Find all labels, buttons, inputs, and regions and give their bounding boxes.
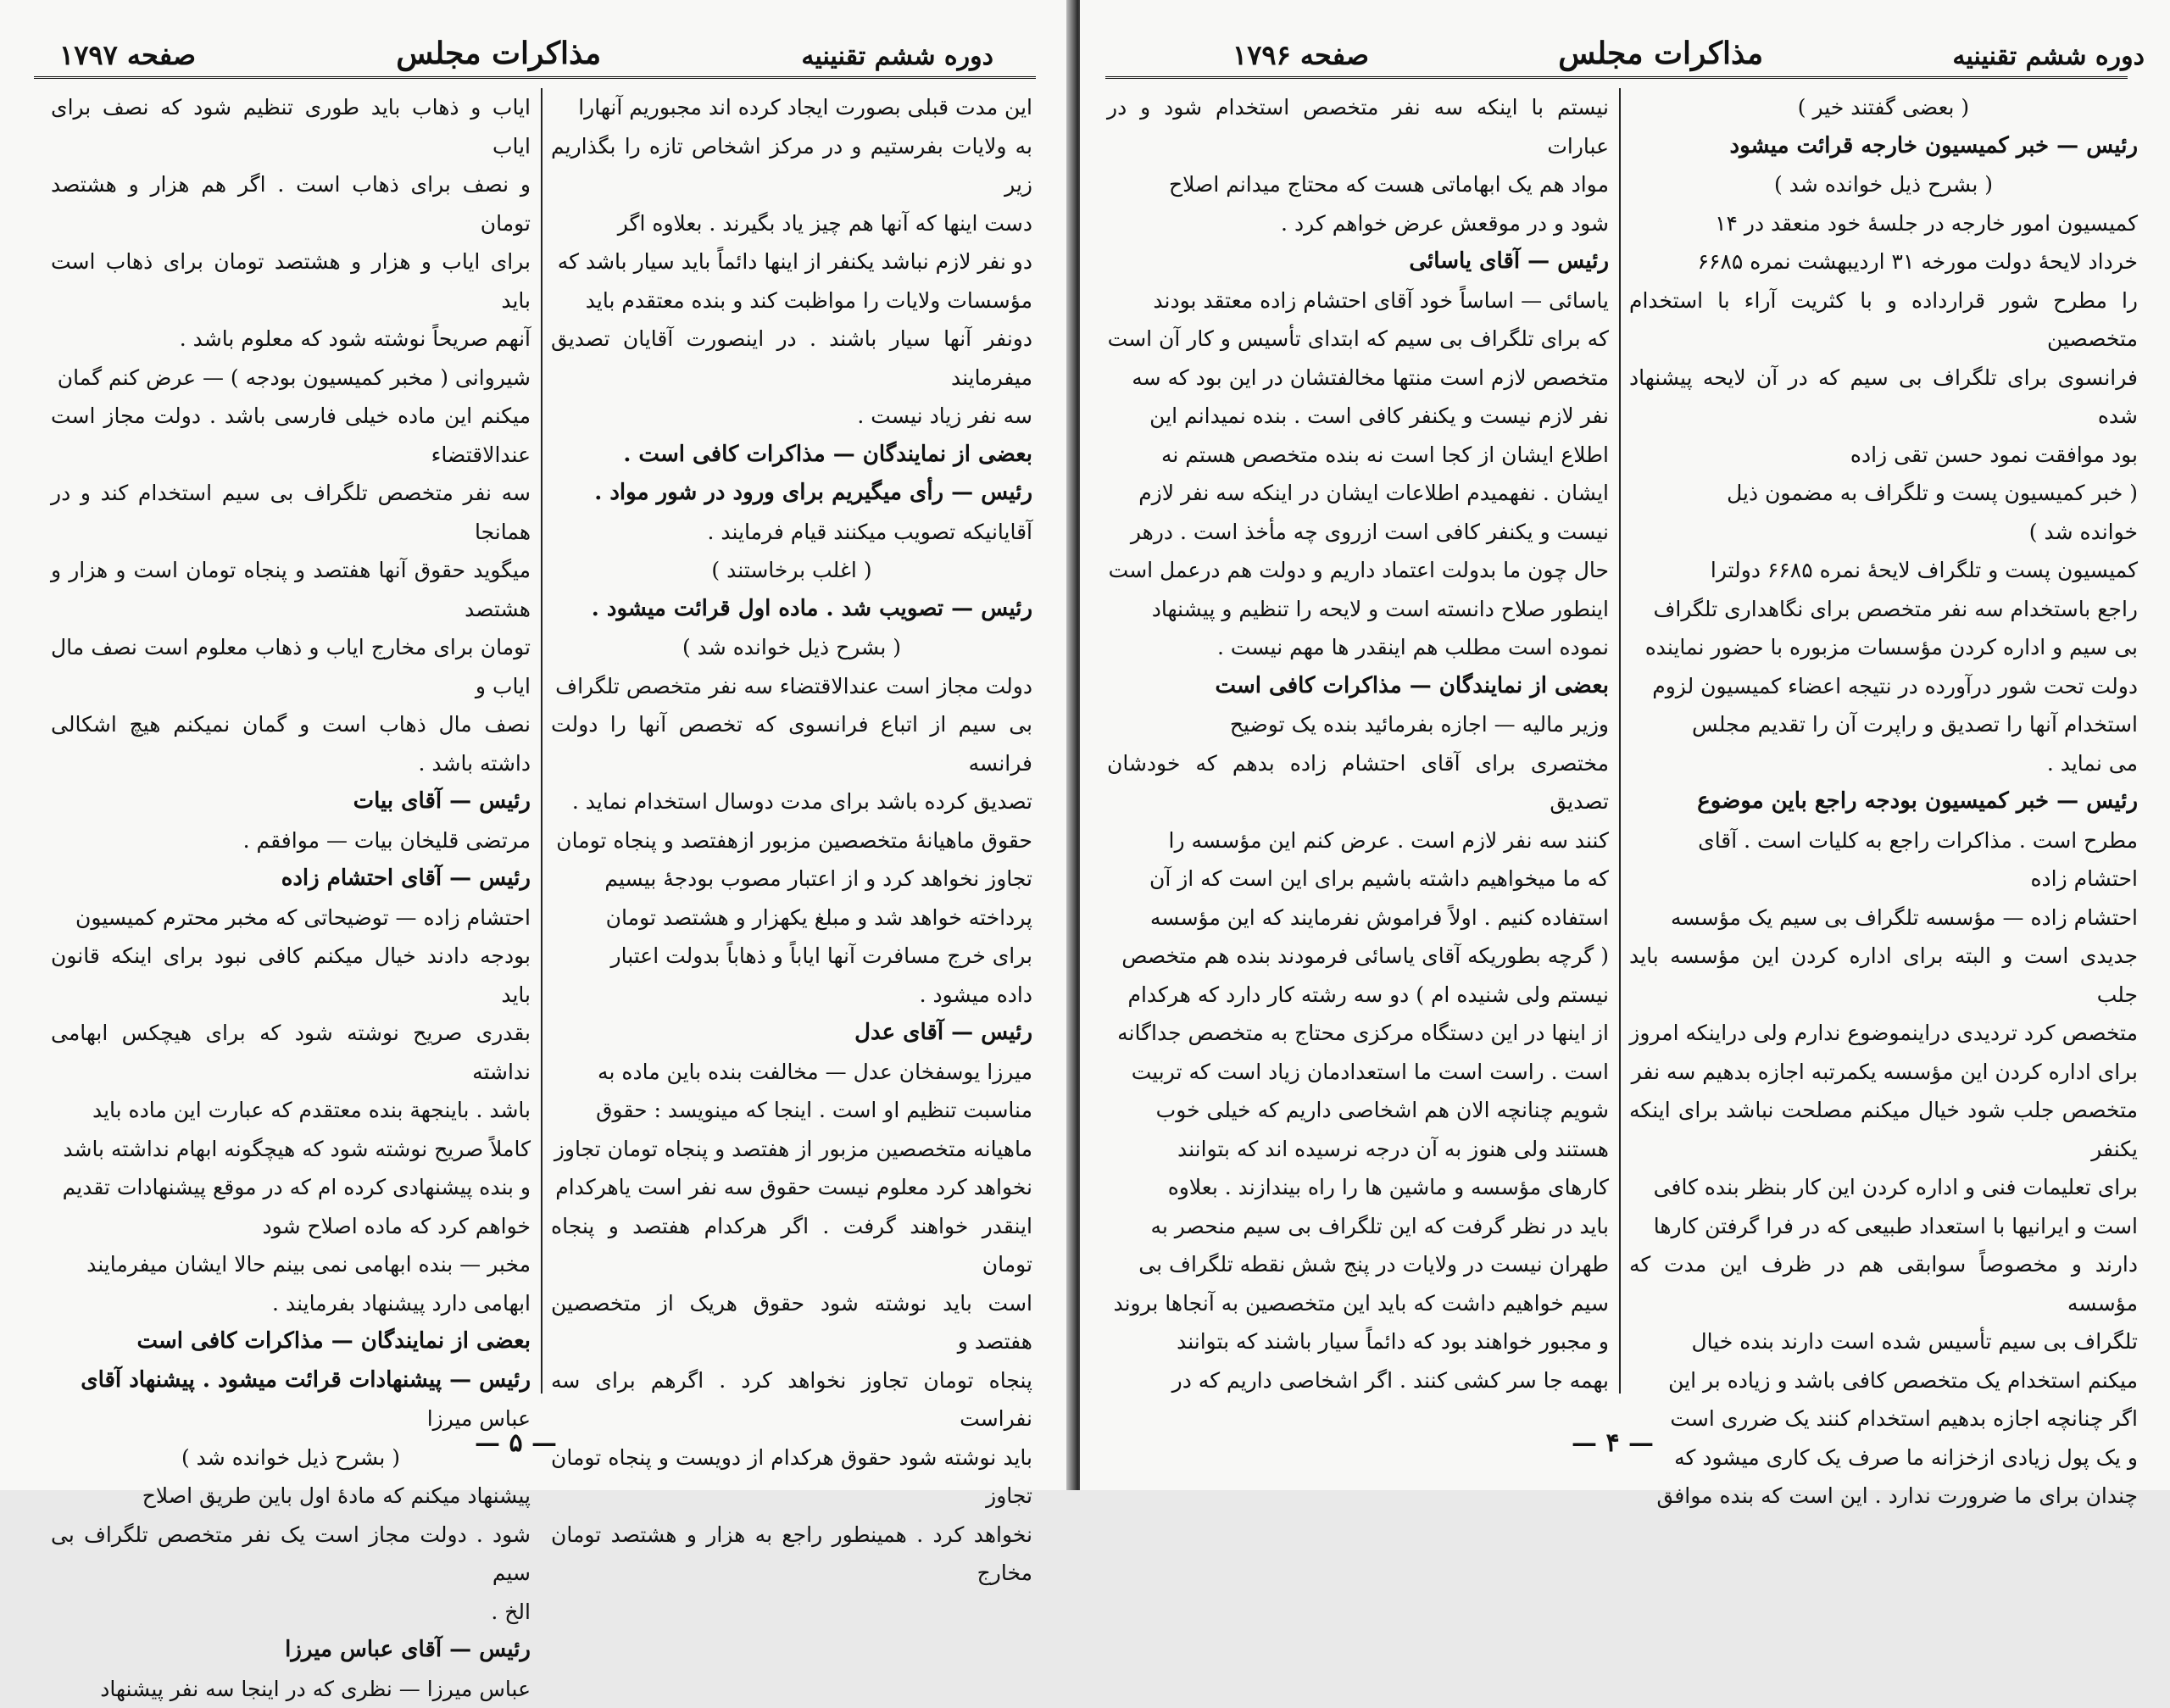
text-line: عباس میرزا — نظری که در اینجا سه نفر پیشنهاد xyxy=(51,1670,531,1708)
text-line: الخ . xyxy=(51,1593,531,1632)
text-line: برای خرج مسافرت آنها ایاباً و ذهاباً بدولت اعتبار xyxy=(551,937,1032,976)
text-line: کمیسیون پست و تلگراف لایحهٔ نمره ۶۶۸۵ دولترا xyxy=(1629,551,2138,590)
text-line: ( خبر کمیسیون پست و تلگراف به مضمون ذیل xyxy=(1629,474,2138,513)
text-line: دولت مجاز است عندالاقتضاء سه نفر متخصص تلگراف xyxy=(551,667,1032,706)
right-running-head xyxy=(1080,17,2170,71)
left-page-number: صفحه ۱۷۹۷ xyxy=(59,39,196,71)
text-line: متخصص جلب شود خیال میکنم مصلحت نباشد برای اینکه یکنفر xyxy=(1629,1091,2138,1168)
text-line: رئیس — آقای احتشام زاده xyxy=(51,860,531,899)
text-line: اگر چنانچه اجازه بدهیم استخدام کنند یک ضرری است xyxy=(1629,1399,2138,1438)
text-line: حال چون ما بدولت اعتماد داریم و دولت هم درعمل است xyxy=(1107,551,1609,590)
text-line: خواهم کرد که ماده اصلاح شود xyxy=(51,1207,531,1246)
text-line: ( بشرح ذیل خوانده شد ) xyxy=(1629,165,2138,204)
left-running-head xyxy=(0,17,1070,71)
text-line: شیروانی ( مخبر کمیسیون بودجه ) — عرض کنم گمان xyxy=(51,359,531,398)
text-line: داده میشود . xyxy=(551,976,1032,1015)
text-line: نیست و یکنفر کافی است ازروی چه مأخذ است . درهر xyxy=(1107,513,1609,552)
text-line: و نصف برای ذهاب است . اگر هم هزار و هشتصد تومان xyxy=(51,165,531,242)
left-column-1 xyxy=(551,88,1032,1394)
text-line: ( بشرح ذیل خوانده شد ) xyxy=(51,1438,531,1477)
right-page-title: مذاکرات مجلس xyxy=(1558,36,1763,71)
text-line: تلگراف بی سیم تأسیس شده است دارند بنده خیال xyxy=(1629,1322,2138,1361)
text-line: مرتضی قلیخان بیات — موافقم . xyxy=(51,821,531,860)
text-line: که ما میخواهیم داشته باشیم برای این است که از آن xyxy=(1107,860,1609,899)
text-line: مطرح است . مذاکرات راجع به کلیات است . آقای xyxy=(1629,821,2138,860)
text-line: ( اغلب برخاستند ) xyxy=(551,551,1032,590)
text-line: دو نفر لازم نباشد یکنفر از اینها دائماً باید سیار باشد که xyxy=(551,242,1032,281)
text-line: ابهامی دارد پیشنهاد بفرمایند . xyxy=(51,1284,531,1323)
text-line: باید نوشته شود حقوق هرکدام از دویست و پنجاه تومان تجاوز xyxy=(551,1438,1032,1516)
text-line: عباس میرزا xyxy=(51,1399,531,1438)
text-line: میرزا یوسفخان عدل — مخالفت بنده باین ماده به xyxy=(551,1053,1032,1092)
text-line: بعضی از نمایندگان — مذاکرات کافی است xyxy=(1107,667,1609,706)
text-line: بعضی از نمایندگان — مذاکرات کافی است xyxy=(51,1322,531,1361)
text-line: میکنم استخدام یک متخصص کافی باشد و زیاده بر این xyxy=(1629,1361,2138,1400)
text-line: است و ایرانیها با استعداد طبیعی که در فرا گرفتن کارها xyxy=(1629,1207,2138,1246)
text-line: رئیس — آقای یاسائی xyxy=(1107,242,1609,281)
text-line: ایاب و ذهاب باید طوری تنظیم شود که نصف برای ایاب xyxy=(51,88,531,165)
text-line: بهمه جا سر کشی کنند . اگر اشخاصی داریم که در xyxy=(1107,1361,1609,1400)
left-page-title: مذاکرات مجلس xyxy=(396,36,601,71)
text-line: بودجه دادند خیال میکنم کافی نبود برای اینکه قانون باید xyxy=(51,937,531,1014)
text-line: راجع باستخدام سه نفر متخصص برای نگاهداری تلگراف xyxy=(1629,590,2138,629)
text-line: مناسبت تنظیم او است . اینجا که مینویسد : حقوق xyxy=(551,1091,1032,1130)
right-series-label: دوره ششم تقنینیه xyxy=(1952,42,2145,71)
text-line: استفاده کنیم . اولاً فراموش نفرمایند که این مؤسسه xyxy=(1107,899,1609,937)
left-column-divider xyxy=(541,88,542,1394)
text-line: نیستم با اینکه سه نفر متخصص استخدام شود و در عبارات xyxy=(1107,88,1609,165)
text-line: میگوید حقوق آنها هفتصد و پنجاه تومان است و هزار و هشتصد xyxy=(51,551,531,628)
text-line: باید در نظر گرفت که این تلگراف بی سیم منحصر به xyxy=(1107,1207,1609,1246)
text-line: بود موافقت نمود حسن تقی زاده xyxy=(1629,436,2138,475)
text-line: شود . دولت مجاز است یک نفر متخصص تلگراف بی سیم xyxy=(51,1516,531,1593)
text-line: خرداد لایحهٔ دولت مورخه ۳۱ اردیبهشت نمره ۶۶۸۵ xyxy=(1629,242,2138,281)
text-line: سیم خواهیم داشت که باید این متخصصین به آنجاها بروند xyxy=(1107,1284,1609,1323)
left-column-2 xyxy=(51,88,531,1394)
text-line: خوانده شد ) xyxy=(1629,513,2138,552)
text-line: نیستم ولی شنیده ام ) دو سه رشته کار دارد که هرکدام xyxy=(1107,976,1609,1015)
text-line: احتشام زاده — مؤسسه تلگراف بی سیم یک مؤسسه xyxy=(1629,899,2138,937)
text-line: بعضی از نمایندگان — مذاکرات کافی است . xyxy=(551,436,1032,475)
text-line: متخصص کرد تردیدی دراینموضوع ندارم ولی دراینکه امروز xyxy=(1629,1014,2138,1053)
text-line: طهران نیست در ولایات در پنج شش نقطه تلگراف بی xyxy=(1107,1245,1609,1284)
text-line: رئیس — خبر کمیسیون بودجه راجع باین موضوع xyxy=(1629,782,2138,821)
text-line: رئیس — آقای عدل xyxy=(551,1014,1032,1053)
text-line: نخواهد کرد معلوم نیست حقوق سه نفر است یاهرکدام xyxy=(551,1168,1032,1207)
left-page xyxy=(0,0,1070,1490)
text-line: رئیس — خبر کمیسیون خارجه قرائت میشود xyxy=(1629,127,2138,166)
text-line: را مطرح شور قرارداده و با کثریت آراء با استخدام متخصصین xyxy=(1629,281,2138,359)
text-line: سه نفر زیاد نیست . xyxy=(551,397,1032,436)
text-line: بی سیم از اتباع فرانسوی که تخصص آنها را دولت فرانسه xyxy=(551,705,1032,782)
text-line: پرداخته خواهد شد و مبلغ یکهزار و هشتصد تومان xyxy=(551,899,1032,937)
text-line: ( بعضی گفتند خیر ) xyxy=(1629,88,2138,127)
text-line: و بنده پیشنهادی کرده ام که در موقع پیشنهادات تقدیم xyxy=(51,1168,531,1207)
text-line: مواد هم یک ابهاماتی هست که محتاج میدانم اصلاح xyxy=(1107,165,1609,204)
right-header-rule xyxy=(1105,76,2128,79)
text-line: به ولایات بفرستیم و در مرکز اشخاص تازه را بگذاریم زیر xyxy=(551,127,1032,204)
text-line: اطلاع ایشان از کجا است نه بنده متخصص هستم نه xyxy=(1107,436,1609,475)
text-line: کنند سه نفر لازم است . عرض کنم این مؤسسه را xyxy=(1107,821,1609,860)
text-line: ( گرچه بطوریکه آقای یاسائی فرمودند بنده هم متخصص xyxy=(1107,937,1609,976)
text-line: این مدت قبلی بصورت ایجاد کرده اند مجبوریم آنهارا xyxy=(551,88,1032,127)
text-line: ( بشرح ذیل خوانده شد ) xyxy=(551,628,1032,667)
text-line: احتشام زاده xyxy=(1629,860,2138,899)
text-line: کاملاً صریح نوشته شود که هیچگونه ابهام نداشته باشد xyxy=(51,1130,531,1169)
text-line: است . راست است ما استعدادمان زیاد است که تربیت xyxy=(1107,1053,1609,1092)
text-line: و یک پول زیادی ازخزانه ما صرف یک کاری میشود که xyxy=(1629,1438,2138,1477)
text-line: دارند و مخصوصاً سوابقی هم در ظرف این مدت که مؤسسه xyxy=(1629,1245,2138,1322)
text-line: دولت تحت شور درآورده در نتیجه اعضاء کمیسیون لزوم xyxy=(1629,667,2138,706)
text-line: و مجبور خواهند بود که دائماً سیار باشند که بتوانند xyxy=(1107,1322,1609,1361)
text-line: رئیس — آقای بیات xyxy=(51,782,531,821)
text-line: پیشنهاد میکنم که مادهٔ اول باین طریق اصلاح xyxy=(51,1477,531,1516)
right-page-number: صفحه ۱۷۹۶ xyxy=(1232,39,1369,71)
text-line: استخدام آنها را تصدیق و راپرت آن را تقدیم مجلس xyxy=(1629,705,2138,744)
text-line: بی سیم و اداره کردن مؤسسات مزبوره با حضور نماینده xyxy=(1629,628,2138,667)
text-line: برای ایاب و هزار و هشتصد تومان برای ذهاب است باید xyxy=(51,242,531,320)
text-line: تجاوز نخواهد کرد و از اعتبار مصوب بودجهٔ بیسیم xyxy=(551,860,1032,899)
text-line: ماهیانه متخصصین مزبور از هفتصد و پنجاه تومان تجاوز xyxy=(551,1130,1032,1169)
text-line: برای اداره کردن این مؤسسه یکمرتبه اجازه بدهیم سه نفر xyxy=(1629,1053,2138,1092)
text-line: وزیر مالیه — اجازه بفرمائید بنده یک توضیح xyxy=(1107,705,1609,744)
text-line: ایشان . نفهمیدم اطلاعات ایشان در اینکه سه نفر لازم xyxy=(1107,474,1609,513)
text-line: کارهای مؤسسه و ماشین ها را راه بیندازند . بعلاوه xyxy=(1107,1168,1609,1207)
text-line: شویم چنانچه الان هم اشخاصی داریم که خیلی خوب xyxy=(1107,1091,1609,1130)
text-line: میکنم این ماده خیلی فارسی باشد . دولت مجاز است عندالاقتضاء xyxy=(51,397,531,474)
text-line: نموده است مطلب هم اینقدر ها مهم نیست . xyxy=(1107,628,1609,667)
text-line: نفر لازم نیست و یکنفر کافی است . بنده نمیدانم این xyxy=(1107,397,1609,436)
right-column-1 xyxy=(1629,88,2138,1394)
text-line: تصدیق کرده باشد برای مدت دوسال استخدام نماید . xyxy=(551,782,1032,821)
text-line: اینطور صلاح دانسته است و لایحه را تنظیم و پیشنهاد xyxy=(1107,590,1609,629)
text-line: که برای تلگراف بی سیم که ابتدای تأسیس و کار آن است xyxy=(1107,320,1609,359)
text-line: مخبر — بنده ابهامی نمی بینم حالا ایشان میفرمایند xyxy=(51,1245,531,1284)
text-line: یاسائی — اساساً خود آقای احتشام زاده معتقد بودند xyxy=(1107,281,1609,320)
text-line: رئیس — تصویب شد . ماده اول قرائت میشود . xyxy=(551,590,1032,629)
text-line: دست اینها که آنها هم چیز یاد بگیرند . بعلاوه اگر xyxy=(551,204,1032,243)
text-line: آنهم صریحاً نوشته شود که معلوم باشد . xyxy=(51,320,531,359)
left-header-rule xyxy=(34,76,1036,79)
text-line: آقایانیکه تصویب میکنند قیام فرمایند . xyxy=(551,513,1032,552)
left-folio: — ۵ — xyxy=(475,1428,557,1458)
text-line: چندان برای ما ضرورت ندارد . این است که بنده موافق xyxy=(1629,1477,2138,1516)
text-line: است باید نوشته شود حقوق هریک از متخصصین هفتصد و xyxy=(551,1284,1032,1361)
text-line: رئیس — پیشنهادات قرائت میشود . پیشنهاد آقای xyxy=(51,1361,531,1400)
right-column-2 xyxy=(1107,88,1609,1394)
text-line: دونفر آنها سیار باشند . در اینصورت آقایان تصدیق میفرمایند xyxy=(551,320,1032,397)
text-line: احتشام زاده — توضیحاتی که مخبر محترم کمیسیون xyxy=(51,899,531,937)
text-line: رئیس — رأی میگیریم برای ورود در شور مواد . xyxy=(551,474,1032,513)
text-line: سه نفر متخصص تلگراف بی سیم استخدام کند و در همانجا xyxy=(51,474,531,551)
text-line: تومان برای مخارج ایاب و ذهاب معلوم است نصف مال ایاب و xyxy=(51,628,531,705)
text-line: شود و در موقعش عرض خواهم کرد . xyxy=(1107,204,1609,243)
text-line: هستند ولی هنوز به آن درجه نرسیده اند که بتوانند xyxy=(1107,1130,1609,1169)
text-line: متخصص لازم است منتها مخالفتشان در این بود که سه xyxy=(1107,359,1609,398)
text-line: می نماید . xyxy=(1629,744,2138,783)
text-line: فرانسوی برای تلگراف بی سیم که در آن لایحه پیشنهاد شده xyxy=(1629,359,2138,436)
text-line: جدیدی است و البته برای اداره کردن این مؤسسه باید جلب xyxy=(1629,937,2138,1014)
text-line: پنجاه تومان تجاوز نخواهد کرد . اگرهم برای سه نفراست xyxy=(551,1361,1032,1438)
text-line: رئیس — آقای عباس میرزا xyxy=(51,1631,531,1670)
text-line: باشد . باینجهة بنده معتقدم که عبارت این ماده باید xyxy=(51,1091,531,1130)
right-column-divider xyxy=(1619,88,1621,1394)
right-folio: — ۴ — xyxy=(1572,1428,1654,1458)
text-line: نصف مال ذهاب است و گمان نمیکنم هیچ اشکالی داشته باشد . xyxy=(51,705,531,782)
left-series-label: دوره ششم تقنینیه xyxy=(801,42,993,71)
text-line: بقدری صریح نوشته شود که برای هیچکس ابهامی نداشته xyxy=(51,1014,531,1091)
text-line: برای تعلیمات فنی و اداره کردن این کار بنظر بنده کافی xyxy=(1629,1168,2138,1207)
right-page xyxy=(1080,0,2170,1490)
text-line: مختصری برای آقای احتشام زاده بدهم که خودشان تصدیق xyxy=(1107,744,1609,821)
text-line: مؤسسات ولایات را مواظبت کند و بنده معتقدم باید xyxy=(551,281,1032,320)
text-line: حقوق ماهیانهٔ متخصصین مزبور ازهفتصد و پنجاه تومان xyxy=(551,821,1032,860)
text-line: نخواهد کرد . همینطور راجع به هزار و هشتصد تومان مخارج xyxy=(551,1516,1032,1593)
text-line: اینقدر خواهند گرفت . اگر هرکدام هفتصد و پنجاه تومان xyxy=(551,1207,1032,1284)
text-line: کمیسیون امور خارجه در جلسهٔ خود منعقد در ۱۴ xyxy=(1629,204,2138,243)
text-line: از اینها در این دستگاه مرکزی محتاج به متخصص جداگانه xyxy=(1107,1014,1609,1053)
